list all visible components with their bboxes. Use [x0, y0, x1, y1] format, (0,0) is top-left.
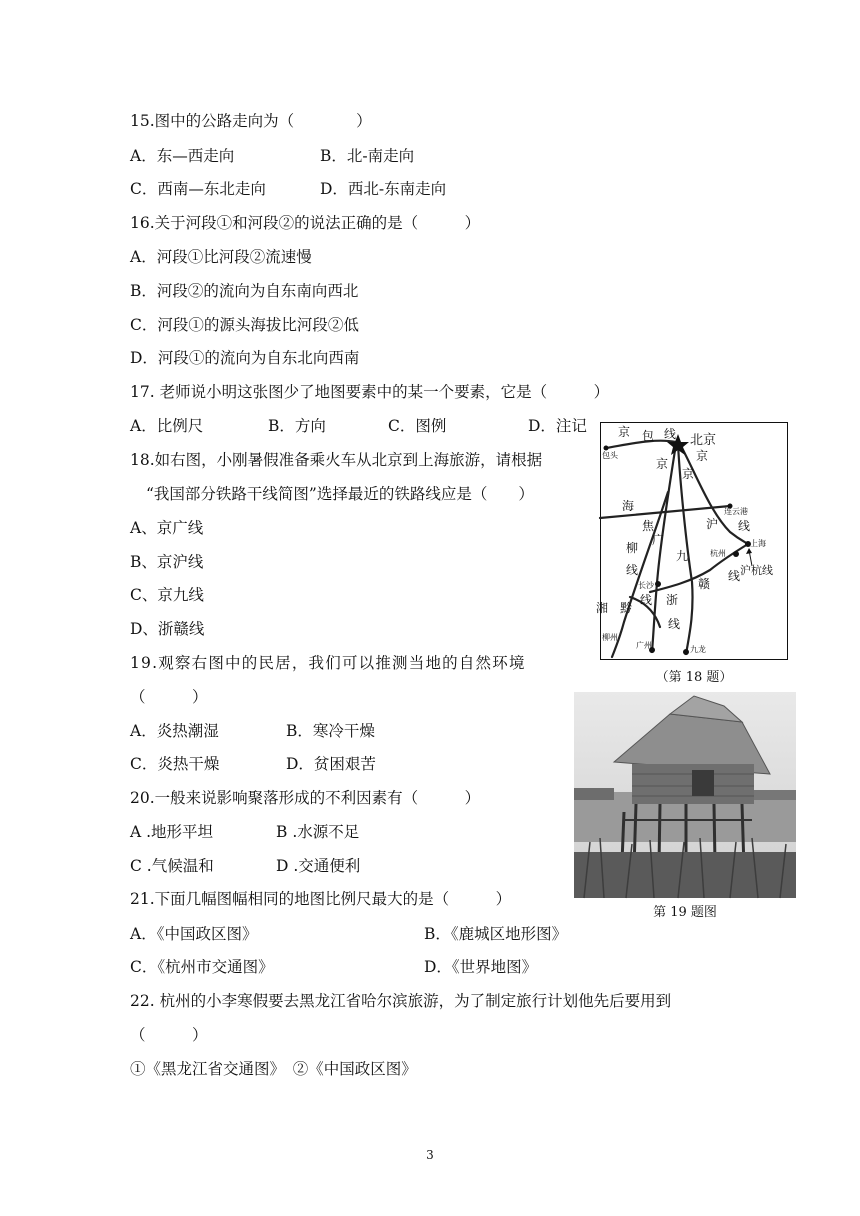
label-hai: 海: [622, 499, 635, 513]
label-shanghai: 上海: [750, 539, 766, 548]
label-changsha: 长沙: [638, 581, 654, 590]
stilt-house-photo-icon: [574, 692, 796, 898]
label-gan: 赣: [698, 577, 711, 591]
label-qian: 黔: [620, 601, 633, 615]
label-jiao: 焦: [642, 519, 655, 533]
q17-stem: 17. 老师说小明这张图少了地图要素中的某一个要素，它是（ ）: [130, 383, 610, 401]
q16-option-c: C．河段①的源头海拔比河段②低: [130, 316, 359, 334]
q17-option-a: A．比例尺: [130, 417, 204, 435]
label-lianyungang: 连云港: [724, 507, 748, 516]
q18-stem-line1: 18.如右图，小刚暑假准备乘火车从北京到上海旅游，请根据: [130, 451, 543, 469]
q21-option-d: D．《世界地图》: [424, 958, 538, 976]
label-xian-2: 线: [738, 519, 751, 533]
q17-option-c: C．图例: [388, 417, 447, 435]
label-xian-1: 线: [626, 563, 639, 577]
label-baotou: 包头: [602, 451, 618, 460]
label-jiu: 九: [676, 549, 689, 563]
railway-map-caption: （第 18 题）: [655, 670, 733, 685]
q20-option-c: C .气候温和: [130, 857, 214, 875]
label-liu: 柳: [626, 541, 639, 555]
q15-option-c: C．西南—东北走向: [130, 180, 266, 198]
q18-option-d: D、浙赣线: [130, 620, 205, 638]
q17-option-d: D．注记: [528, 417, 587, 435]
label-huhang: 沪杭线: [740, 564, 773, 577]
label-xiang: 湘: [596, 601, 609, 615]
q18-stem-line2: “我国部分铁路干线简图”选择最近的铁路线应是（ ）: [146, 485, 534, 503]
q20-stem: 20.一般来说影响聚落形成的不利因素有（ ）: [130, 789, 481, 807]
q22-stem-line2: （ ）: [130, 1026, 208, 1044]
q18-option-b: B、京沪线: [130, 553, 204, 571]
q21-stem: 21.下面几幅图幅相同的地图比例尺最大的是（ ）: [130, 890, 512, 908]
q15-option-d: D．西北-东南走向: [320, 180, 447, 198]
label-hu: 沪: [706, 517, 719, 531]
q18-option-a: A、京广线: [130, 519, 204, 537]
label-liuzhou: 柳州: [602, 633, 618, 642]
q16-option-a: A．河段①比河段②流速慢: [130, 248, 312, 266]
q22-stem-line1: 22. 杭州的小李寒假要去黑龙江省哈尔滨旅游，为了制定旅行计划他先后要用到: [130, 992, 672, 1010]
label-hangzhou: 杭州: [710, 549, 726, 558]
q19-stem-line2: （ ）: [130, 688, 208, 706]
q22-items: ①《黑龙江省交通图》 ②《中国政区图》: [130, 1060, 417, 1078]
railway-map-figure: [596, 422, 788, 660]
label-xian-3: 线: [728, 569, 741, 583]
label-jing-bao-2: 包: [642, 429, 655, 443]
label-jing-3: 京: [696, 449, 709, 463]
q18-option-c: C、京九线: [130, 586, 204, 604]
q19-option-c: C．炎热干燥: [130, 755, 220, 773]
q21-option-c: C．《杭州市交通图》: [130, 958, 274, 976]
house-photo-figure: [574, 692, 796, 898]
q19-stem-line1: 19.观察右图中的民居，我们可以推测当地的自然环境: [130, 654, 526, 672]
q19-option-a: A．炎热潮湿: [130, 722, 219, 740]
q16-option-d: D．河段①的流向为自东北向西南: [130, 349, 360, 367]
label-xian-4: 线: [640, 593, 653, 607]
q20-option-b: B .水源不足: [276, 823, 360, 841]
q21-option-b: B．《鹿城区地形图》: [424, 925, 568, 943]
q19-option-d: D．贫困艰苦: [286, 755, 376, 773]
q15-option-a: A．东—西走向: [130, 147, 235, 165]
railway-map-icon: [596, 422, 788, 660]
label-jing-1: 京: [656, 457, 669, 471]
q16-option-b: B．河段②的流向为自东南向西北: [130, 282, 359, 300]
q15-stem: 15.图中的公路走向为（ ）: [130, 112, 372, 130]
q19-option-b: B．寒冷干燥: [286, 722, 375, 740]
label-jing-bao-1: 京: [618, 425, 631, 439]
label-guang: 广: [652, 533, 665, 547]
page-number: 3: [426, 1148, 434, 1162]
q17-option-b: B．方向: [268, 417, 326, 435]
label-jing-2: 京: [682, 467, 695, 481]
q21-option-a: A．《中国政区图》: [130, 925, 258, 943]
q15-option-b: B．北-南走向: [320, 147, 415, 165]
label-jiulong: 九龙: [690, 645, 706, 654]
house-photo-caption: 第 19 题图: [653, 905, 717, 920]
label-beijing: 北京: [690, 433, 717, 448]
q20-option-a: A .地形平坦: [130, 823, 214, 841]
q20-option-d: D .交通便利: [276, 857, 361, 875]
label-zhe: 浙: [666, 593, 679, 607]
label-jing-bao-3: 线: [664, 427, 677, 441]
label-guangzhou: 广州: [636, 641, 652, 650]
q16-stem: 16.关于河段①和河段②的说法正确的是（ ）: [130, 214, 481, 232]
label-xian-5: 线: [668, 617, 681, 631]
